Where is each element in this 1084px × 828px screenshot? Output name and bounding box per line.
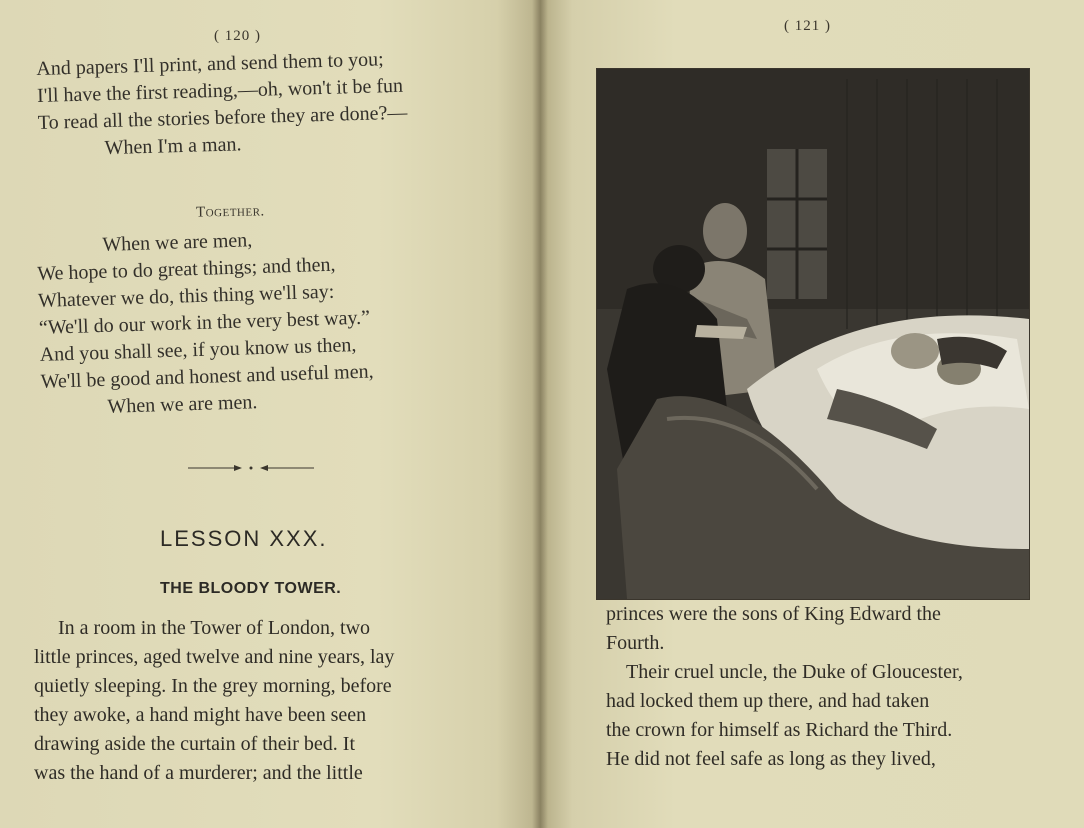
- prose-line: Their cruel uncle, the Duke of Gloucester,: [626, 661, 963, 683]
- poem-stanza: [36, 43, 509, 164]
- poem-line: We hope to do great things; and then,: [36, 253, 336, 285]
- window-shape: [767, 149, 827, 299]
- left-page: [0, 0, 540, 828]
- prose-line: drawing aside the curtain of their bed. It: [34, 733, 355, 755]
- poem-line: And you shall see, if you know us then,: [39, 333, 357, 366]
- poem-line: “We'll do our work in the very best way.”: [38, 306, 371, 339]
- poem-line: I'll have the first reading,—oh, won't it be fun: [36, 74, 404, 107]
- book-gutter: [532, 0, 548, 828]
- prose-line: they awoke, a hand might have been seen: [34, 704, 367, 726]
- prose-line: He did not feel safe as long as they lived,: [606, 748, 936, 770]
- prose-line: had locked them up there, and had taken: [606, 690, 930, 712]
- poem-refrain: When we are men.: [107, 391, 258, 418]
- ornament-divider: [188, 462, 314, 474]
- poem-line: And papers I'll print, and send them to you;: [36, 48, 384, 80]
- poem-line: To read all the stories before they are done?—: [37, 101, 408, 134]
- lesson-title: LESSON XXX.: [160, 526, 328, 551]
- together-heading: Together.: [195, 203, 265, 221]
- right-page: [540, 0, 1084, 828]
- page-number: ( 121 ): [784, 18, 831, 34]
- prose-line: quietly sleeping. In the grey morning, before: [34, 675, 392, 697]
- prose-line: princes were the sons of King Edward the: [606, 603, 941, 625]
- page-number: ( 120 ): [214, 28, 261, 44]
- illustration-princes-in-tower: [596, 68, 1030, 600]
- poem-line: Whatever we do, this thing we'll say:: [37, 280, 335, 312]
- poem-line: When we are men,: [102, 229, 253, 256]
- poem-line: We'll be good and honest and useful men,: [40, 360, 374, 393]
- chapter-title: THE BLOODY TOWER.: [160, 580, 342, 597]
- prose-paragraph: [606, 600, 1061, 774]
- prose-line: little princes, aged twelve and nine years, lay: [34, 646, 395, 668]
- prose-line: the crown for himself as Richard the Third.: [606, 719, 953, 741]
- illustration-artwork: [597, 69, 1029, 599]
- prose-line: was the hand of a murderer; and the little: [34, 762, 363, 784]
- prose-line: Fourth.: [606, 632, 665, 654]
- poem-refrain: When I'm a man.: [104, 133, 242, 160]
- prose-line: In a room in the Tower of London, two: [58, 617, 371, 639]
- together-stanza: [36, 219, 512, 423]
- prose-paragraph: [34, 614, 482, 788]
